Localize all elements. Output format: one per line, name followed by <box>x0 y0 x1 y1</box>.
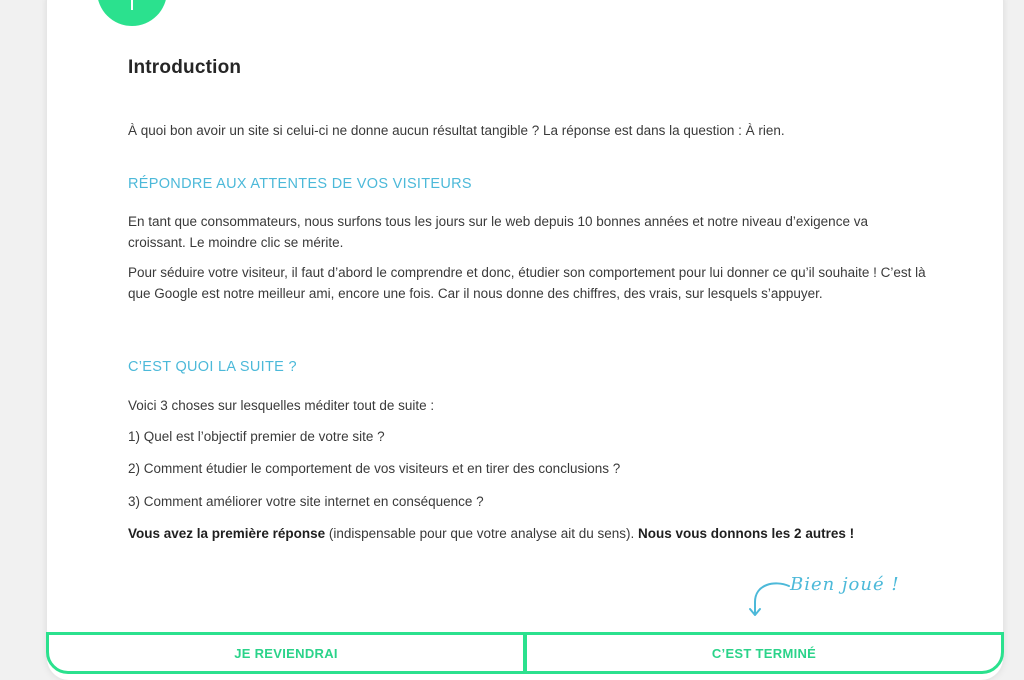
page-title: Introduction <box>128 57 242 78</box>
cest-termine-button[interactable]: C’EST TERMINÉ <box>524 632 1004 674</box>
list-lead: Voici 3 choses sur lesquelles méditer tout de suite : <box>128 398 435 413</box>
list-item-2: 2) Comment étudier le comportement de vos visiteurs et en tirer des conclusions ? <box>128 461 621 476</box>
list-item-3: 3) Comment améliorer votre site internet en conséquence ? <box>128 494 484 509</box>
paragraph-google: Pour séduire votre visiteur, il faut d’abord le comprendre et donc, étudier son comportement pour lui donner ce qu’il souhaite ! C’est là que Google est notre meilleur ami, encore une fois. Car il nous donne des chiffres, des vrais, sur lesquels s’appuyer. <box>128 265 926 301</box>
curved-arrow-icon <box>745 580 793 620</box>
conclusion-bold-1: Vous avez la première réponse <box>128 526 326 541</box>
je-reviendrai-button[interactable]: JE REVIENDRAI <box>46 632 526 674</box>
paragraph-expectations: En tant que consommateurs, nous surfons tous les jours sur le web depuis 10 bonnes années et notre niveau d’exigence va croissant. Le moindre clic se mérite. <box>128 214 868 250</box>
conclusion-bold-2: Nous vous donnons les 2 autres ! <box>638 526 855 541</box>
conclusion-middle: (indispensable pour que votre analyse ait du sens). <box>325 526 639 541</box>
section-heading-visitors: RÉPONDRE AUX ATTENTES DE VOS VISITEURS <box>128 176 472 192</box>
bien-joue-note: Bien joué ! <box>790 574 900 595</box>
conclusion-paragraph <box>128 524 928 545</box>
section-heading-next: C’EST QUOI LA SUITE ? <box>128 359 297 375</box>
list-item-1: 1) Quel est l’objectif premier de votre site ? <box>128 429 385 444</box>
intro-paragraph: À quoi bon avoir un site si celui-ci ne donne aucun résultat tangible ? La réponse est dans la question : À rien. <box>128 123 785 138</box>
